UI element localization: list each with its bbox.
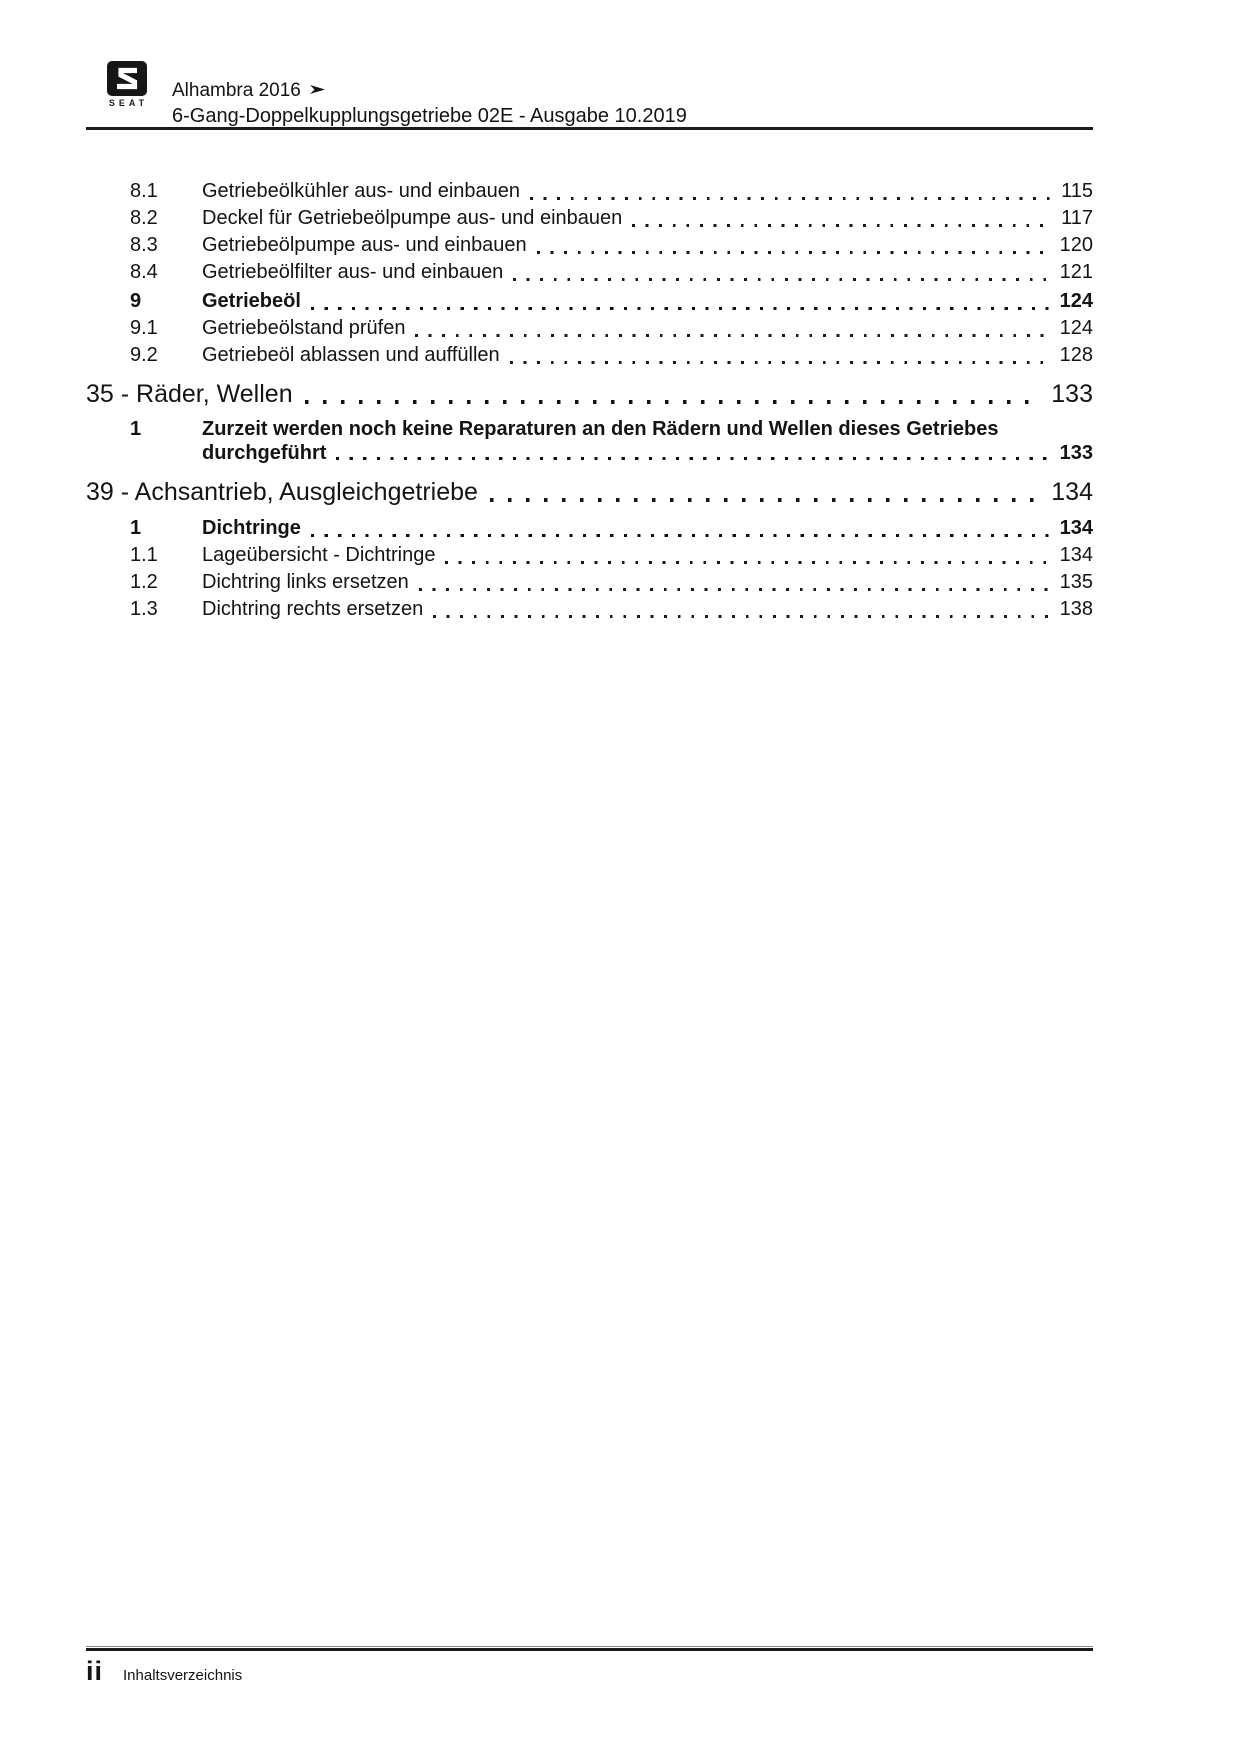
dot-leader — [632, 224, 1052, 227]
page-number: 115 — [1061, 180, 1093, 202]
seat-wordmark: SEAT — [108, 98, 149, 108]
chapter-label: 35 - Räder, Wellen — [86, 380, 293, 408]
toc-entry — [86, 342, 1093, 369]
seat-logo — [101, 61, 153, 108]
page-number: 117 — [1061, 207, 1093, 229]
entry-title: Lageübersicht - Dichtringe — [202, 544, 436, 566]
entry-number: 1 — [130, 418, 142, 440]
table-of-contents — [86, 178, 1093, 623]
page-number: 124 — [1059, 290, 1093, 312]
dot-leader — [490, 498, 1041, 502]
entry-number: 1.1 — [130, 544, 158, 566]
entry-title: Dichtring rechts ersetzen — [202, 598, 424, 620]
entry-title: Getriebeöl ablassen und auffüllen — [202, 344, 500, 366]
entry-title: Getriebeölkühler aus- und einbauen — [202, 180, 520, 202]
entry-number: 1 — [130, 517, 142, 539]
dot-leader — [537, 251, 1051, 254]
entry-title: Getriebeölfilter aus- und einbauen — [202, 261, 504, 283]
toc-entry — [86, 315, 1093, 342]
entry-title-line1: Zurzeit werden noch keine Reparaturen an den Rädern und Wellen dieses Getriebes — [202, 418, 999, 440]
dot-leader — [305, 400, 1042, 404]
page-number: 134 — [1059, 517, 1093, 539]
entry-title: Deckel für Getriebeölpumpe aus- und einbauen — [202, 207, 623, 229]
model-line-label: Alhambra 2016 — [172, 80, 301, 101]
entry-number: 8.3 — [130, 234, 158, 256]
dot-leader — [415, 334, 1050, 337]
page-number: 121 — [1059, 261, 1093, 283]
arrow-right-icon — [310, 78, 326, 103]
page-number: 135 — [1059, 571, 1093, 593]
dot-leader — [311, 307, 1051, 310]
toc-entry — [86, 232, 1093, 259]
model-line — [172, 78, 687, 103]
entry-number: 8.2 — [130, 207, 158, 229]
entry-title: Getriebeölstand prüfen — [202, 317, 406, 339]
page-number: 138 — [1059, 598, 1093, 620]
entry-title: Getriebeöl — [202, 290, 301, 312]
toc-entry — [86, 596, 1093, 623]
page-number: 128 — [1059, 344, 1093, 366]
entry-number: 8.1 — [130, 180, 158, 202]
entry-number: 8.4 — [130, 261, 158, 283]
header-text — [172, 78, 687, 129]
footer — [86, 1656, 242, 1687]
entry-title-line2: durchgeführt — [202, 442, 327, 464]
dot-leader — [336, 457, 1050, 460]
toc-entry — [86, 205, 1093, 232]
toc-entry — [86, 515, 1093, 542]
toc-chapter — [86, 475, 1093, 509]
toc-entry — [86, 542, 1093, 569]
entry-number: 9 — [130, 290, 142, 312]
toc-chapter — [86, 377, 1093, 411]
toc-entry — [86, 288, 1093, 315]
page-number: 120 — [1059, 234, 1093, 256]
entry-title: Dichtringe — [202, 517, 301, 539]
page-number: 133 — [1059, 442, 1093, 464]
dot-leader — [433, 615, 1050, 618]
dot-leader — [510, 361, 1051, 364]
page-number: 124 — [1059, 317, 1093, 339]
dot-leader — [513, 278, 1050, 281]
entry-number: 1.3 — [130, 598, 158, 620]
entry-number: 9.2 — [130, 344, 158, 366]
footer-section-label: Inhaltsverzeichnis — [123, 1667, 243, 1684]
footer-page-number: ii — [86, 1656, 104, 1686]
entry-title: Getriebeölpumpe aus- und einbauen — [202, 234, 527, 256]
entry-title: Dichtring links ersetzen — [202, 571, 409, 593]
header-rule — [86, 127, 1093, 130]
page-number: 134 — [1059, 544, 1093, 566]
document-subtitle: 6-Gang-Doppelkupplungsgetriebe 02E - Ausgabe 10.2019 — [172, 105, 687, 127]
entry-number: 1.2 — [130, 571, 158, 593]
dot-leader — [311, 534, 1051, 537]
toc-entry — [86, 569, 1093, 596]
seat-s-logo-icon — [101, 61, 153, 96]
page-number: 133 — [1051, 380, 1093, 408]
dot-leader — [530, 197, 1052, 200]
toc-entry — [86, 259, 1093, 286]
page-number: 134 — [1051, 478, 1093, 506]
chapter-label: 39 - Achsantrieb, Ausgleichgetriebe — [86, 478, 478, 506]
footer-rule — [86, 1646, 1093, 1651]
dot-leader — [419, 588, 1051, 591]
dot-leader — [445, 561, 1050, 564]
toc-entry — [86, 417, 1093, 465]
entry-number: 9.1 — [130, 317, 158, 339]
toc-entry — [86, 178, 1093, 205]
